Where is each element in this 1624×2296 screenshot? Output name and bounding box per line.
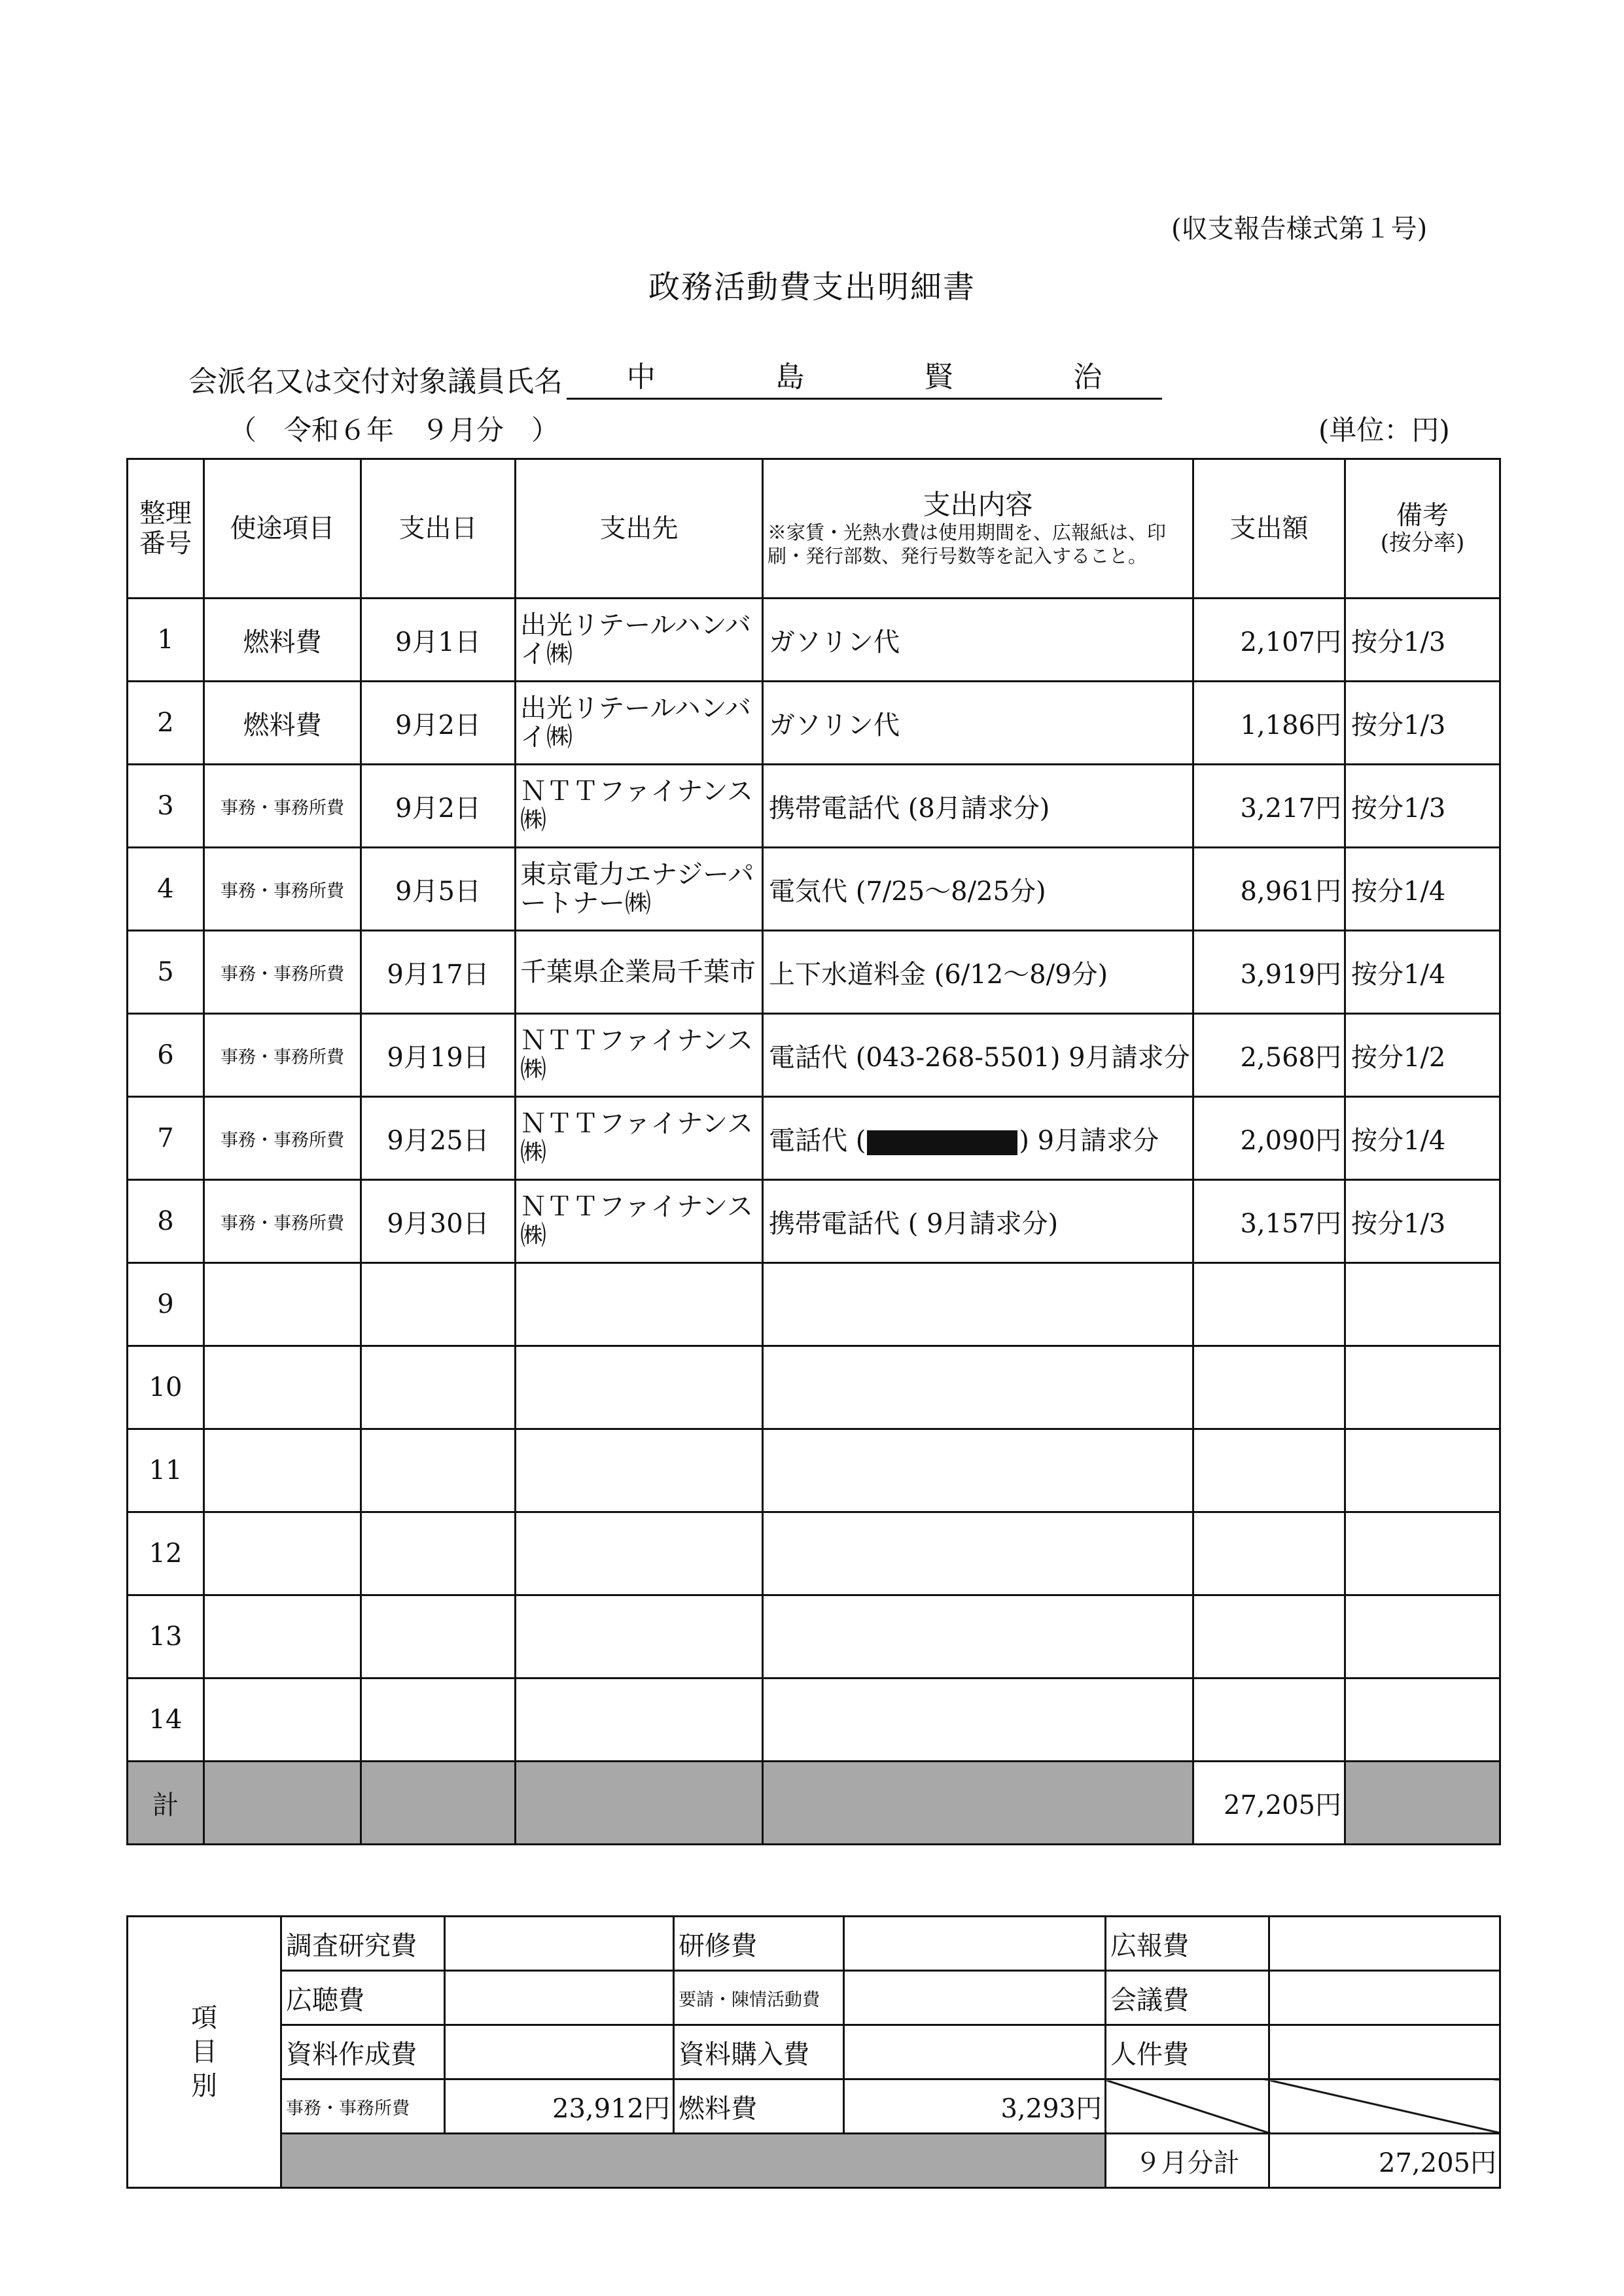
total-blank [361, 1762, 516, 1845]
table-row [128, 765, 1500, 848]
category-row [128, 1971, 1500, 2025]
row-category: 事務・事務所費 [204, 765, 361, 848]
row-date: 9月5日 [361, 848, 516, 931]
row-date: 9月1日 [361, 599, 516, 682]
row-amount: 1,186円 [1193, 682, 1345, 765]
row-no: 6 [128, 1014, 204, 1097]
table-row [128, 1097, 1500, 1180]
report-period: （ 令和６年 ９月分 ） [229, 414, 559, 446]
row-detail [763, 765, 1193, 848]
row-detail-text: ガソリン代 [769, 627, 900, 657]
row-payee [516, 1346, 763, 1429]
category-name: 燃料費 [674, 2079, 844, 2134]
category-name: 調査研究費 [281, 1917, 445, 1971]
col-header-date: 支出日 [361, 459, 516, 599]
row-category [204, 1679, 361, 1762]
row-payee [516, 1595, 763, 1679]
name-char: 治 [1073, 360, 1103, 394]
row-category [204, 1346, 361, 1429]
page-title: 政務活動費支出明細書 [648, 269, 976, 305]
row-payee: 千葉県企業局千葉市 [516, 931, 763, 1014]
row-date: 9月25日 [361, 1097, 516, 1180]
row-payee [516, 1429, 763, 1512]
row-detail [763, 848, 1193, 931]
row-date: 9月30日 [361, 1180, 516, 1263]
row-no: 8 [128, 1180, 204, 1263]
row-no: 5 [128, 931, 204, 1014]
row-detail [763, 682, 1193, 765]
row-date [361, 1346, 516, 1429]
row-detail [763, 1679, 1193, 1762]
table-row [128, 682, 1500, 765]
row-detail [763, 1512, 1193, 1595]
table-row [128, 599, 1500, 682]
row-amount: 2,568円 [1193, 1014, 1345, 1097]
table-row [128, 1180, 1500, 1263]
table-row [128, 1263, 1500, 1346]
row-detail [763, 1097, 1193, 1180]
row-payee: 東京電力エナジーパートナー㈱ [516, 848, 763, 931]
row-date: 9月2日 [361, 765, 516, 848]
col-header-no: 整理番号 [128, 459, 204, 599]
row-category: 事務・事務所費 [204, 1097, 361, 1180]
table-row [128, 848, 1500, 931]
row-no: 10 [128, 1346, 204, 1429]
table-row [128, 1014, 1500, 1097]
row-date: 9月17日 [361, 931, 516, 1014]
row-remarks [1345, 1512, 1500, 1595]
row-remarks [1345, 1679, 1500, 1762]
row-amount [1193, 1595, 1345, 1679]
row-remarks [1345, 1346, 1500, 1429]
row-no: 7 [128, 1097, 204, 1180]
row-detail-text: 上下水道料金 (6/12～8/9分) [769, 959, 1108, 990]
category-name: 広聴費 [281, 1971, 445, 2025]
row-payee: ＮＴＴファイナンス㈱ [516, 1014, 763, 1097]
category-value [844, 2025, 1106, 2079]
row-amount [1193, 1512, 1345, 1595]
row-no: 9 [128, 1263, 204, 1346]
row-detail-text: 電気代 (7/25～8/25分) [769, 876, 1046, 907]
row-no: 3 [128, 765, 204, 848]
member-name [567, 353, 1162, 400]
row-detail-text: 携帯電話代 ( 9月請求分) [769, 1208, 1059, 1239]
category-summary-table [126, 1915, 1501, 2189]
row-payee: ＮＴＴファイナンス㈱ [516, 1097, 763, 1180]
name-char: 中 [626, 360, 656, 394]
row-remarks [1345, 1595, 1500, 1679]
total-label: 計 [128, 1762, 204, 1845]
row-no: 14 [128, 1679, 204, 1762]
row-category: 燃料費 [204, 599, 361, 682]
name-char: 島 [775, 360, 805, 394]
row-no: 1 [128, 599, 204, 682]
category-value [844, 1917, 1106, 1971]
row-no: 13 [128, 1595, 204, 1679]
row-amount: 2,107円 [1193, 599, 1345, 682]
row-payee: 出光リテールハンバイ㈱ [516, 682, 763, 765]
row-detail-text: ガソリン代 [769, 710, 900, 740]
row-remarks: 按分1/3 [1345, 599, 1500, 682]
category-name: 研修費 [674, 1917, 844, 1971]
row-category [204, 1595, 361, 1679]
row-detail [763, 931, 1193, 1014]
diagonal-blank-cell [1269, 2079, 1500, 2134]
row-amount: 2,090円 [1193, 1097, 1345, 1180]
month-total-label: ９月分計 [1106, 2134, 1269, 2188]
month-total-value: 27,205円 [1269, 2134, 1500, 2188]
row-remarks: 按分1/3 [1345, 1180, 1500, 1263]
total-amount: 27,205円 [1193, 1762, 1345, 1845]
detail-header-title: 支出内容 [923, 488, 1033, 521]
row-payee [516, 1512, 763, 1595]
row-remarks: 按分1/4 [1345, 1097, 1500, 1180]
row-detail [763, 1346, 1193, 1429]
row-remarks: 按分1/4 [1345, 848, 1500, 931]
table-row [128, 1429, 1500, 1512]
form-code: (収支報告様式第１号) [1171, 214, 1428, 244]
remarks-subheader: (按分率) [1380, 530, 1465, 557]
category-value [445, 1971, 674, 2025]
row-detail-text: 電話代 (043-268-5501) 9月請求分 [769, 1042, 1190, 1073]
total-row [128, 1762, 1500, 1845]
category-value [844, 1971, 1106, 2025]
category-value: 3,293円 [844, 2079, 1106, 2134]
row-payee [516, 1679, 763, 1762]
row-category: 事務・事務所費 [204, 1180, 361, 1263]
row-detail-text: 携帯電話代 (8月請求分) [769, 793, 1050, 824]
table-row [128, 1595, 1500, 1679]
detail-header-note: ※家賃・光熱水費は使用期間を、広報紙は、印刷・発行部数、発行号数等を記入すること。 [768, 521, 1167, 568]
row-category [204, 1263, 361, 1346]
category-name: 事務・事務所費 [281, 2079, 445, 2134]
row-amount [1193, 1263, 1345, 1346]
row-payee: 出光リテールハンバイ㈱ [516, 599, 763, 682]
row-amount [1193, 1346, 1345, 1429]
total-blank [204, 1762, 361, 1845]
row-category: 事務・事務所費 [204, 1014, 361, 1097]
col-header-category: 使途項目 [204, 459, 361, 599]
month-total-blank [281, 2134, 1106, 2188]
name-label: 会派名又は交付対象議員氏名 [188, 365, 563, 398]
month-total-row [128, 2134, 1500, 2188]
col-header-remarks [1345, 459, 1500, 599]
row-remarks [1345, 1429, 1500, 1512]
row-detail [763, 1180, 1193, 1263]
row-category [204, 1512, 361, 1595]
row-amount: 3,217円 [1193, 765, 1345, 848]
name-char: 賢 [924, 360, 953, 394]
total-blank [516, 1762, 763, 1845]
row-category: 事務・事務所費 [204, 931, 361, 1014]
row-remarks: 按分1/2 [1345, 1014, 1500, 1097]
col-header-payee: 支出先 [516, 459, 763, 599]
row-remarks: 按分1/3 [1345, 765, 1500, 848]
name-row [188, 353, 1162, 400]
category-name: 資料購入費 [674, 2025, 844, 2079]
table-row [128, 1679, 1500, 1762]
category-name: 要請・陳情活動費 [674, 1971, 844, 2025]
row-category: 燃料費 [204, 682, 361, 765]
row-date [361, 1512, 516, 1595]
row-no: 12 [128, 1512, 204, 1595]
row-remarks: 按分1/4 [1345, 931, 1500, 1014]
row-date: 9月2日 [361, 682, 516, 765]
category-value [445, 2025, 674, 2079]
category-row [128, 2079, 1500, 2134]
row-detail-text-after: ) 9月請求分 [1019, 1125, 1159, 1156]
redacted-block [867, 1130, 1017, 1155]
row-detail [763, 1263, 1193, 1346]
row-category [204, 1429, 361, 1512]
row-date [361, 1679, 516, 1762]
row-detail [763, 599, 1193, 682]
category-value [1269, 2025, 1500, 2079]
category-name: 人件費 [1106, 2025, 1269, 2079]
table-row [128, 931, 1500, 1014]
row-category: 事務・事務所費 [204, 848, 361, 931]
table-row [128, 1346, 1500, 1429]
row-date: 9月19日 [361, 1014, 516, 1097]
row-detail-text: 電話代 ( [769, 1125, 866, 1156]
category-name: 資料作成費 [281, 2025, 445, 2079]
remarks-header: 備考 [1396, 500, 1449, 531]
row-remarks [1345, 1263, 1500, 1346]
table-header-row [128, 459, 1500, 599]
row-date [361, 1429, 516, 1512]
total-blank [1345, 1762, 1500, 1845]
category-label: 項目別 [128, 1917, 281, 2188]
row-amount: 3,919円 [1193, 931, 1345, 1014]
row-payee: ＮＴＴファイナンス㈱ [516, 765, 763, 848]
row-remarks: 按分1/3 [1345, 682, 1500, 765]
table-row [128, 1512, 1500, 1595]
category-value: 23,912円 [445, 2079, 674, 2134]
row-no: 4 [128, 848, 204, 931]
total-blank [763, 1762, 1193, 1845]
row-payee [516, 1263, 763, 1346]
row-detail [763, 1014, 1193, 1097]
row-amount [1193, 1679, 1345, 1762]
category-row [128, 1917, 1500, 1971]
category-value [1269, 1971, 1500, 2025]
diagonal-blank-cell [1106, 2079, 1269, 2134]
category-name: 広報費 [1106, 1917, 1269, 1971]
row-payee: ＮＴＴファイナンス㈱ [516, 1180, 763, 1263]
expenditure-table [126, 458, 1501, 1845]
row-amount: 3,157円 [1193, 1180, 1345, 1263]
row-date [361, 1263, 516, 1346]
category-value [1269, 1917, 1500, 1971]
row-detail [763, 1429, 1193, 1512]
category-row [128, 2025, 1500, 2079]
row-amount: 8,961円 [1193, 848, 1345, 931]
row-detail [763, 1595, 1193, 1679]
row-amount [1193, 1429, 1345, 1512]
col-header-amount: 支出額 [1193, 459, 1345, 599]
category-name: 会議費 [1106, 1971, 1269, 2025]
row-no: 11 [128, 1429, 204, 1512]
col-header-detail [763, 459, 1193, 599]
category-value [445, 1917, 674, 1971]
unit-label: (単位：円) [1318, 414, 1450, 446]
row-date [361, 1595, 516, 1679]
row-no: 2 [128, 682, 204, 765]
